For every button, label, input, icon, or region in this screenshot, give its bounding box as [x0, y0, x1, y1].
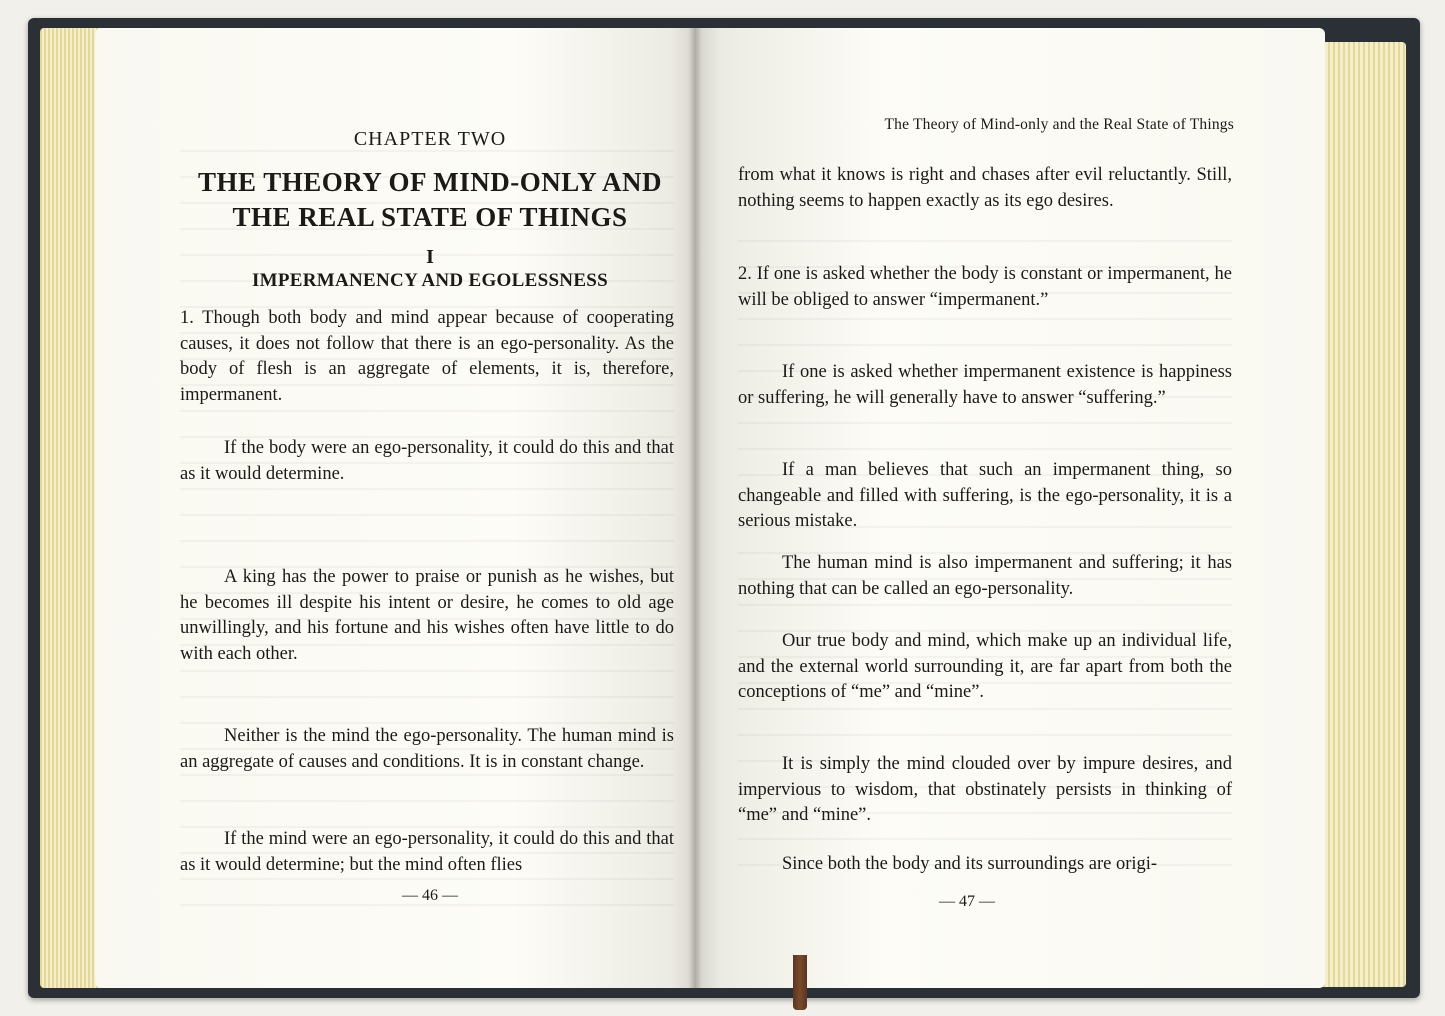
right-paragraph-8: Since both the body and its surroundings are origi-	[782, 854, 1158, 874]
left-paragraph-2: If the body were an ego-personality, it could do this and that as it would determine.	[180, 438, 674, 484]
right-paragraph-4: If a man believes that such an impermanent thing, so changeable and filled with suffering, is the ego-personality, it is a serious mistake.	[738, 460, 1232, 531]
left-paragraph-3: A king has the power to praise or punish as he wishes, but he becomes ill despite his intent or desire, he comes to old age unwillingly, and his fortune and his wishes often have little to do with each other.	[180, 567, 674, 664]
chapter-title: THE THEORY OF MIND-ONLY AND THE REAL STATE OF THINGS	[197, 167, 663, 232]
section-title: IMPERMANENCY AND EGOLESSNESS	[251, 270, 609, 291]
right-paragraph-5: The human mind is also impermanent and suffering; it has nothing that can be called an ego-personality.	[738, 553, 1232, 599]
right-page-edges	[1320, 42, 1406, 987]
chapter-label: CHAPTER TWO	[353, 128, 507, 150]
book-gutter	[688, 28, 702, 988]
running-head: The Theory of Mind-only and the Real State of Things	[884, 116, 1234, 133]
bookmark-ribbon[interactable]	[793, 955, 807, 1010]
right-paragraph-3: If one is asked whether impermanent existence is happiness or suffering, he will generally have to answer “suffering.”	[738, 362, 1232, 408]
right-paragraph-6: Our true body and mind, which make up an individual life, and the external world surrounding it, are far apart from both the conceptions of “me” and “mine”.	[738, 631, 1232, 702]
left-page-number: — 46 —	[402, 887, 458, 904]
right-paragraph-1: from what it knows is right and chases after evil reluctantly. Still, nothing seems to happen exactly as its ego desires.	[738, 165, 1232, 211]
right-page-number: — 47 —	[939, 893, 995, 910]
left-paragraph-1: 1. Though both body and mind appear because of cooperating causes, it does not follow that there is an ego-personality. As the body of flesh is an aggregate of elements, it is, therefore, impermanent.	[180, 308, 674, 405]
left-paragraph-5: If the mind were an ego-personality, it could do this and that as it would determine; but the mind often flies	[180, 829, 674, 875]
right-paragraph-7: It is simply the mind clouded over by impure desires, and impervious to wisdom, that obstinately persists in thinking of “me” and “mine”.	[738, 754, 1232, 825]
left-paragraph-4: Neither is the mind the ego-personality. The human mind is an aggregate of causes and conditions. It is in constant change.	[180, 726, 674, 772]
section-number: I	[426, 246, 434, 268]
right-paragraph-2: 2. If one is asked whether the body is constant or impermanent, he will be obliged to answer “impermanent.”	[738, 264, 1232, 310]
